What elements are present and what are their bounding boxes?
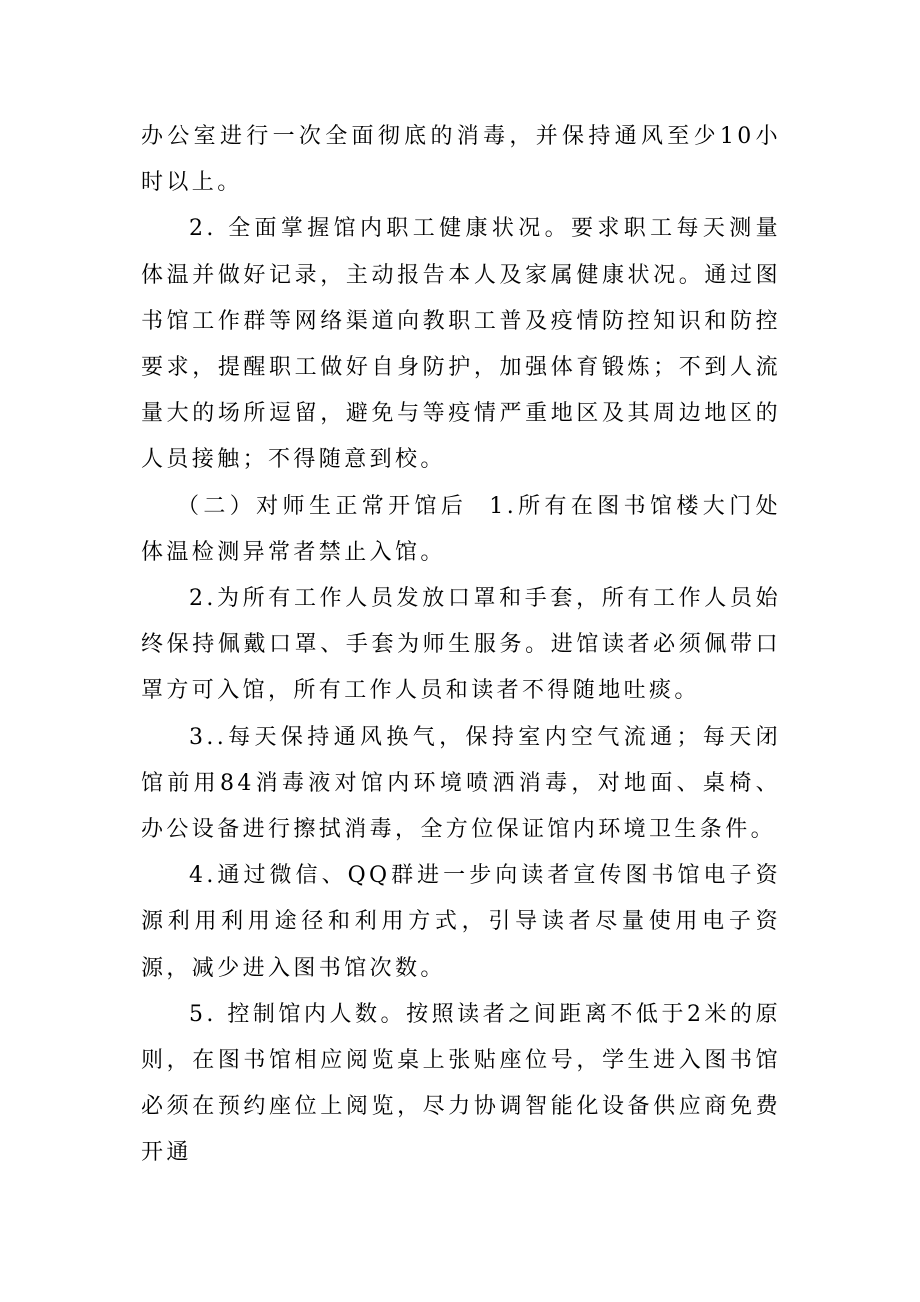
paragraph-reopening [141,484,781,576]
body-text [141,114,781,1177]
paragraph-e-resources: 4.通过微信、QQ群进一步向读者宣传图书馆电子资源利用利用途径和利用方式，引导读者尽量使用电子资源，减少进入图书馆次数。 [141,863,781,981]
paragraph-masks: 2.为所有工作人员发放口罩和手套，所有工作人员始终保持佩戴口罩、手套为师生服务。进馆读者必须佩带口罩方可入馆，所有工作人员和读者不得随地吐痰。 [141,586,781,704]
paragraph-staff-health: 2. 全面掌握馆内职工健康状况。要求职工每天测量体温并做好记录，主动报告本人及家属健康状况。通过图书馆工作群等网络渠道向教职工普及疫情防控知识和防控要求，提醒职工做好自身防护，加强体育锻炼；不到人流量大的场所逗留，避免与等疫情严重地区及其周边地区的人员接触；不得随意到校。 [141,216,781,473]
section-item-temperature: 1.所有在图书馆楼大门处体温检测异常者禁止入馆。 [141,493,781,565]
paragraph-capacity: 5. 控制馆内人数。按照读者之间距离不低于2米的原则，在图书馆相应阅览桌上张贴座位号，学生进入图书馆必须在预约座位上阅览，尽力协调智能化设备供应商免费开通 [141,1001,781,1166]
section-heading: （二）对师生正常开馆后 [177,493,468,519]
paragraph-ventilation: 3..每天保持通风换气，保持室内空气流通；每天闭馆前用84消毒液对馆内环境喷洒消毒，对地面、桌椅、办公设备进行擦拭消毒，全方位保证馆内环境卫生条件。 [141,724,781,843]
paragraph-continuation: 办公室进行一次全面彻底的消毒，并保持通风至少10小时以上。 [141,124,781,196]
